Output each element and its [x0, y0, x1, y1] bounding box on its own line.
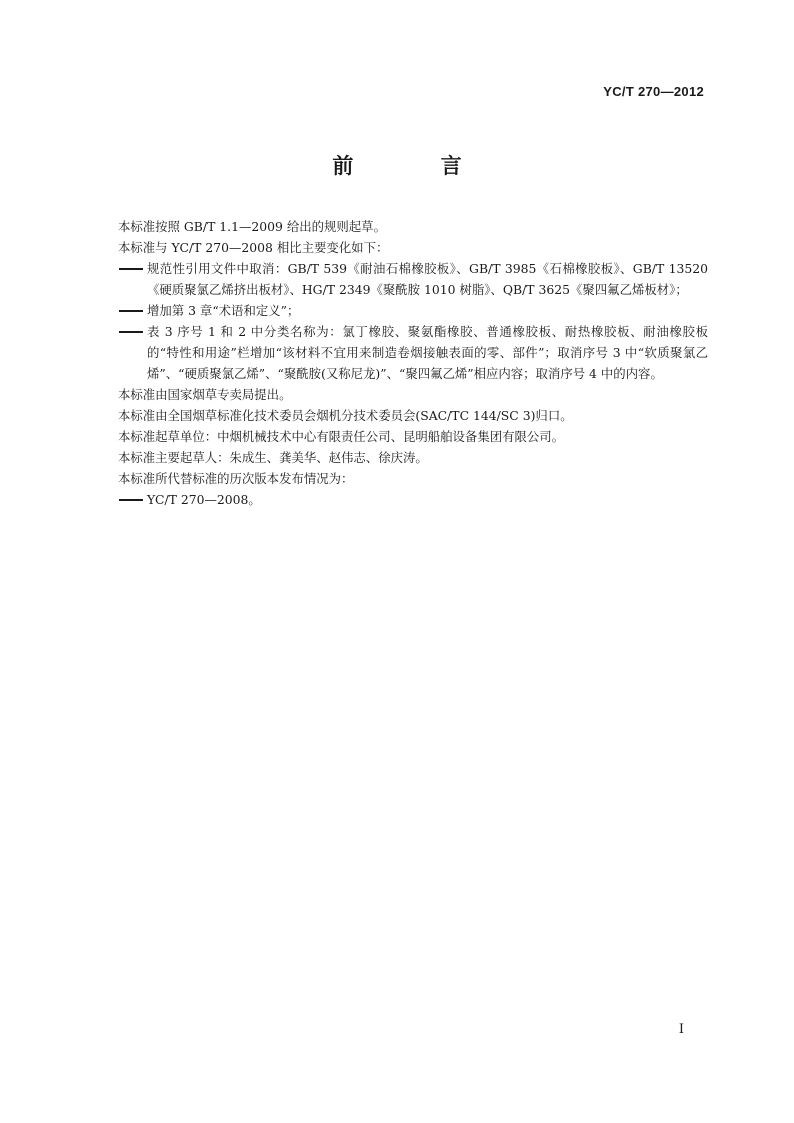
paragraph-changes-intro: 本标准与 YC/T 270—2008 相比主要变化如下：: [118, 240, 389, 255]
paragraph-drafting-units: 本标准起草单位：中烟机械技术中心有限责任公司、昆明船舶设备集团有限公司。: [118, 429, 565, 444]
list-item: [118, 321, 708, 384]
document-body: [118, 216, 708, 510]
paragraph-committee: 本标准由全国烟草标准化技术委员会烟机分技术委员会(SAC/TC 144/SC 3)归口。: [118, 408, 573, 423]
list-item: [118, 489, 708, 510]
paragraph-drafters: 本标准主要起草人：朱成生、龚美华、赵伟志、徐庆涛。: [118, 450, 428, 465]
list-item-text: 增加第 3 章“术语和定义”；: [147, 303, 300, 318]
list-item-text: 表 3 序号 1 和 2 中分类名称为：氯丁橡胶、聚氨酯橡胶、普通橡胶板、耐热橡胶板、耐油橡胶板的“特性和用途”栏增加“该材料不宜用来制造卷烟接触表面的零、部件”；取消序号 3 中“软质聚氯乙烯”、“硬质聚氯乙烯”、“聚酰胺(又称尼龙)”、“聚四氟乙烯”相应内容；取消序号 4 中的内容。: [147, 324, 708, 381]
paragraph-proposer: 本标准由国家烟草专卖局提出。: [118, 387, 292, 402]
paragraph-drafting-rule: 本标准按照 GB/T 1.1—2009 给出的规则起草。: [118, 219, 386, 234]
standard-code: YC/T 270—2012: [603, 84, 704, 99]
list-item: [118, 258, 708, 300]
page-title: 前 言: [332, 154, 502, 178]
page-number: I: [678, 1022, 684, 1037]
list-item-text: YC/T 270—2008。: [147, 492, 261, 507]
list-item: [118, 300, 708, 321]
paragraph-history-intro: 本标准所代替标准的历次版本发布情况为：: [118, 471, 354, 486]
list-item-text: 规范性引用文件中取消：GB/T 539《耐油石棉橡胶板》、GB/T 3985《石棉橡胶板》、GB/T 13520《硬质聚氯乙烯挤出板材》、HG/T 2349《聚酰胺 1010 树脂》、QB/T 3625《聚四氟乙烯板材》；: [147, 261, 708, 297]
